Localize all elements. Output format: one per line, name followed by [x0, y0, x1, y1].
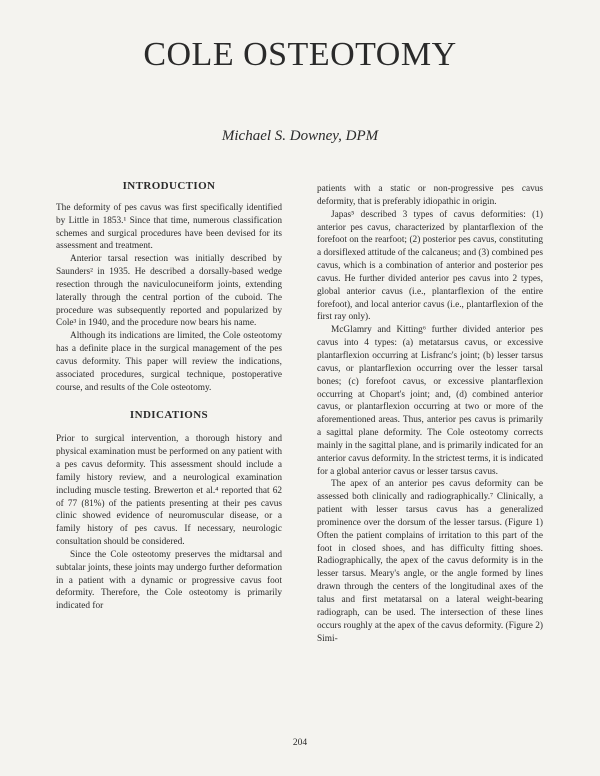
intro-paragraph-2: Anterior tarsal resection was initially described by Saunders² in 1935. He described a dorsally-based wedge resection through the naviculocuneiform joints, extending laterally through the central portion of the cuboid. The procedure was subsequently reported and popularized by Cole³ in 1940, and the procedure now bears his name.: [56, 254, 282, 329]
article-title: COLE OSTEOTOMY: [143, 36, 457, 73]
indications-paragraph-2: Since the Cole osteotomy preserves the midtarsal and subtalar joints, these joints may undergo further deformation in a patient with a dynamic or progressive cavus foot deformity. Therefore, the Cole osteotomy is primarily indicated for: [56, 549, 282, 612]
right-paragraph-2: Japas⁵ described 3 types of cavus deformities: (1) anterior pes cavus, characterized by plantarflexion of the forefoot on the rearfoot; (2) posterior pes cavus, constituting a dorsiflexed attitude of the calcaneus; and (3) combined pes cavus, which is a combination of anterior and posterior pes cavus. He further divided anterior pes cavus into 2 types, global anterior cavus (i.e., plantarflexion of the entire forefoot), and local anterior cavus (i.e., plantarflexion of the first ray only).: [317, 209, 543, 323]
left-column: [56, 180, 282, 613]
indications-paragraph-1: Prior to surgical intervention, a thorough history and physical examination must be performed on any patient with a pes cavus deformity. This assessment should include a family history review, and a neurological examination including muscle testing. Brewerton et al.⁴ reported that 62 of 77 (81%) of the patients presenting at their pes cavus clinic showed evidence of neuromuscular disease, or a family history of pes cavus. If necessary, neurologic consultation should be considered.: [56, 434, 282, 548]
right-paragraph-3: McGlamry and Kitting⁶ further divided anterior pes cavus into 4 types: (a) metatarsus cavus, or excessive plantarflexion occurring at Lisfranc's joint; (b) lesser tarsus cavus, or plantarflexion occurring over the lesser tarsal bones; (c) forefoot cavus, or excessive plantarflexion occurring at Chopart's joint; and, (d) combined anterior cavus, or plantarflexion occurring at two or more of the aforementioned areas. Thus, anterior pes cavus is primarily a sagittal plane deformity. The Cole osteotomy corrects mainly in the sagittal plane, and is primarily indicated for an anterior cavus deformity. In the strictest terms, it is indicated for a global anterior cavus or lesser tarsus cavus.: [317, 325, 543, 477]
introduction-heading: INTRODUCTION: [122, 180, 216, 192]
indications-heading: INDICATIONS: [129, 408, 209, 421]
intro-paragraph-3: Although its indications are limited, the Cole osteotomy has a definite place in the surgical management of the pes cavus deformity. This paper will review the indications, associated procedures, surgical technique, postoperative course, and results of the Cole osteotomy.: [56, 331, 282, 393]
right-column: [317, 183, 543, 645]
intro-paragraph-1: The deformity of pes cavus was first specifically identified by Little in 1853.¹ Since that time, numerous classification schemes and surgical procedures have been devised for its assessment and treatment.: [56, 202, 282, 252]
right-paragraph-4: The apex of an anterior pes cavus deformity can be assessed both clinically and radiographically.⁷ Clinically, a patient with lesser tarsus cavus has a generalized prominence over the dorsum of the lesser tarsus. (Figure 1) Often the patient complains of irritation to this part of the foot in closed shoes, and has difficulty fitting shoes. Radiographically, the apex of the cavus deformity is in the lesser tarsus. Meary's angle, or the angle formed by lines drawn through the centers of the longitudinal axes of the talus and first metatarsal on a lateral weight-bearing radiograph, can be used. The intersection of these lines occurs roughly at the apex of the cavus deformity. (Figure 2) Simi-: [317, 479, 543, 644]
author-byline: Michael S. Downey, DPM: [221, 128, 379, 144]
right-paragraph-1: patients with a static or non-progressive pes cavus deformity, that is preferably idiopathic in origin.: [317, 184, 543, 207]
page-number: 204: [292, 738, 308, 748]
